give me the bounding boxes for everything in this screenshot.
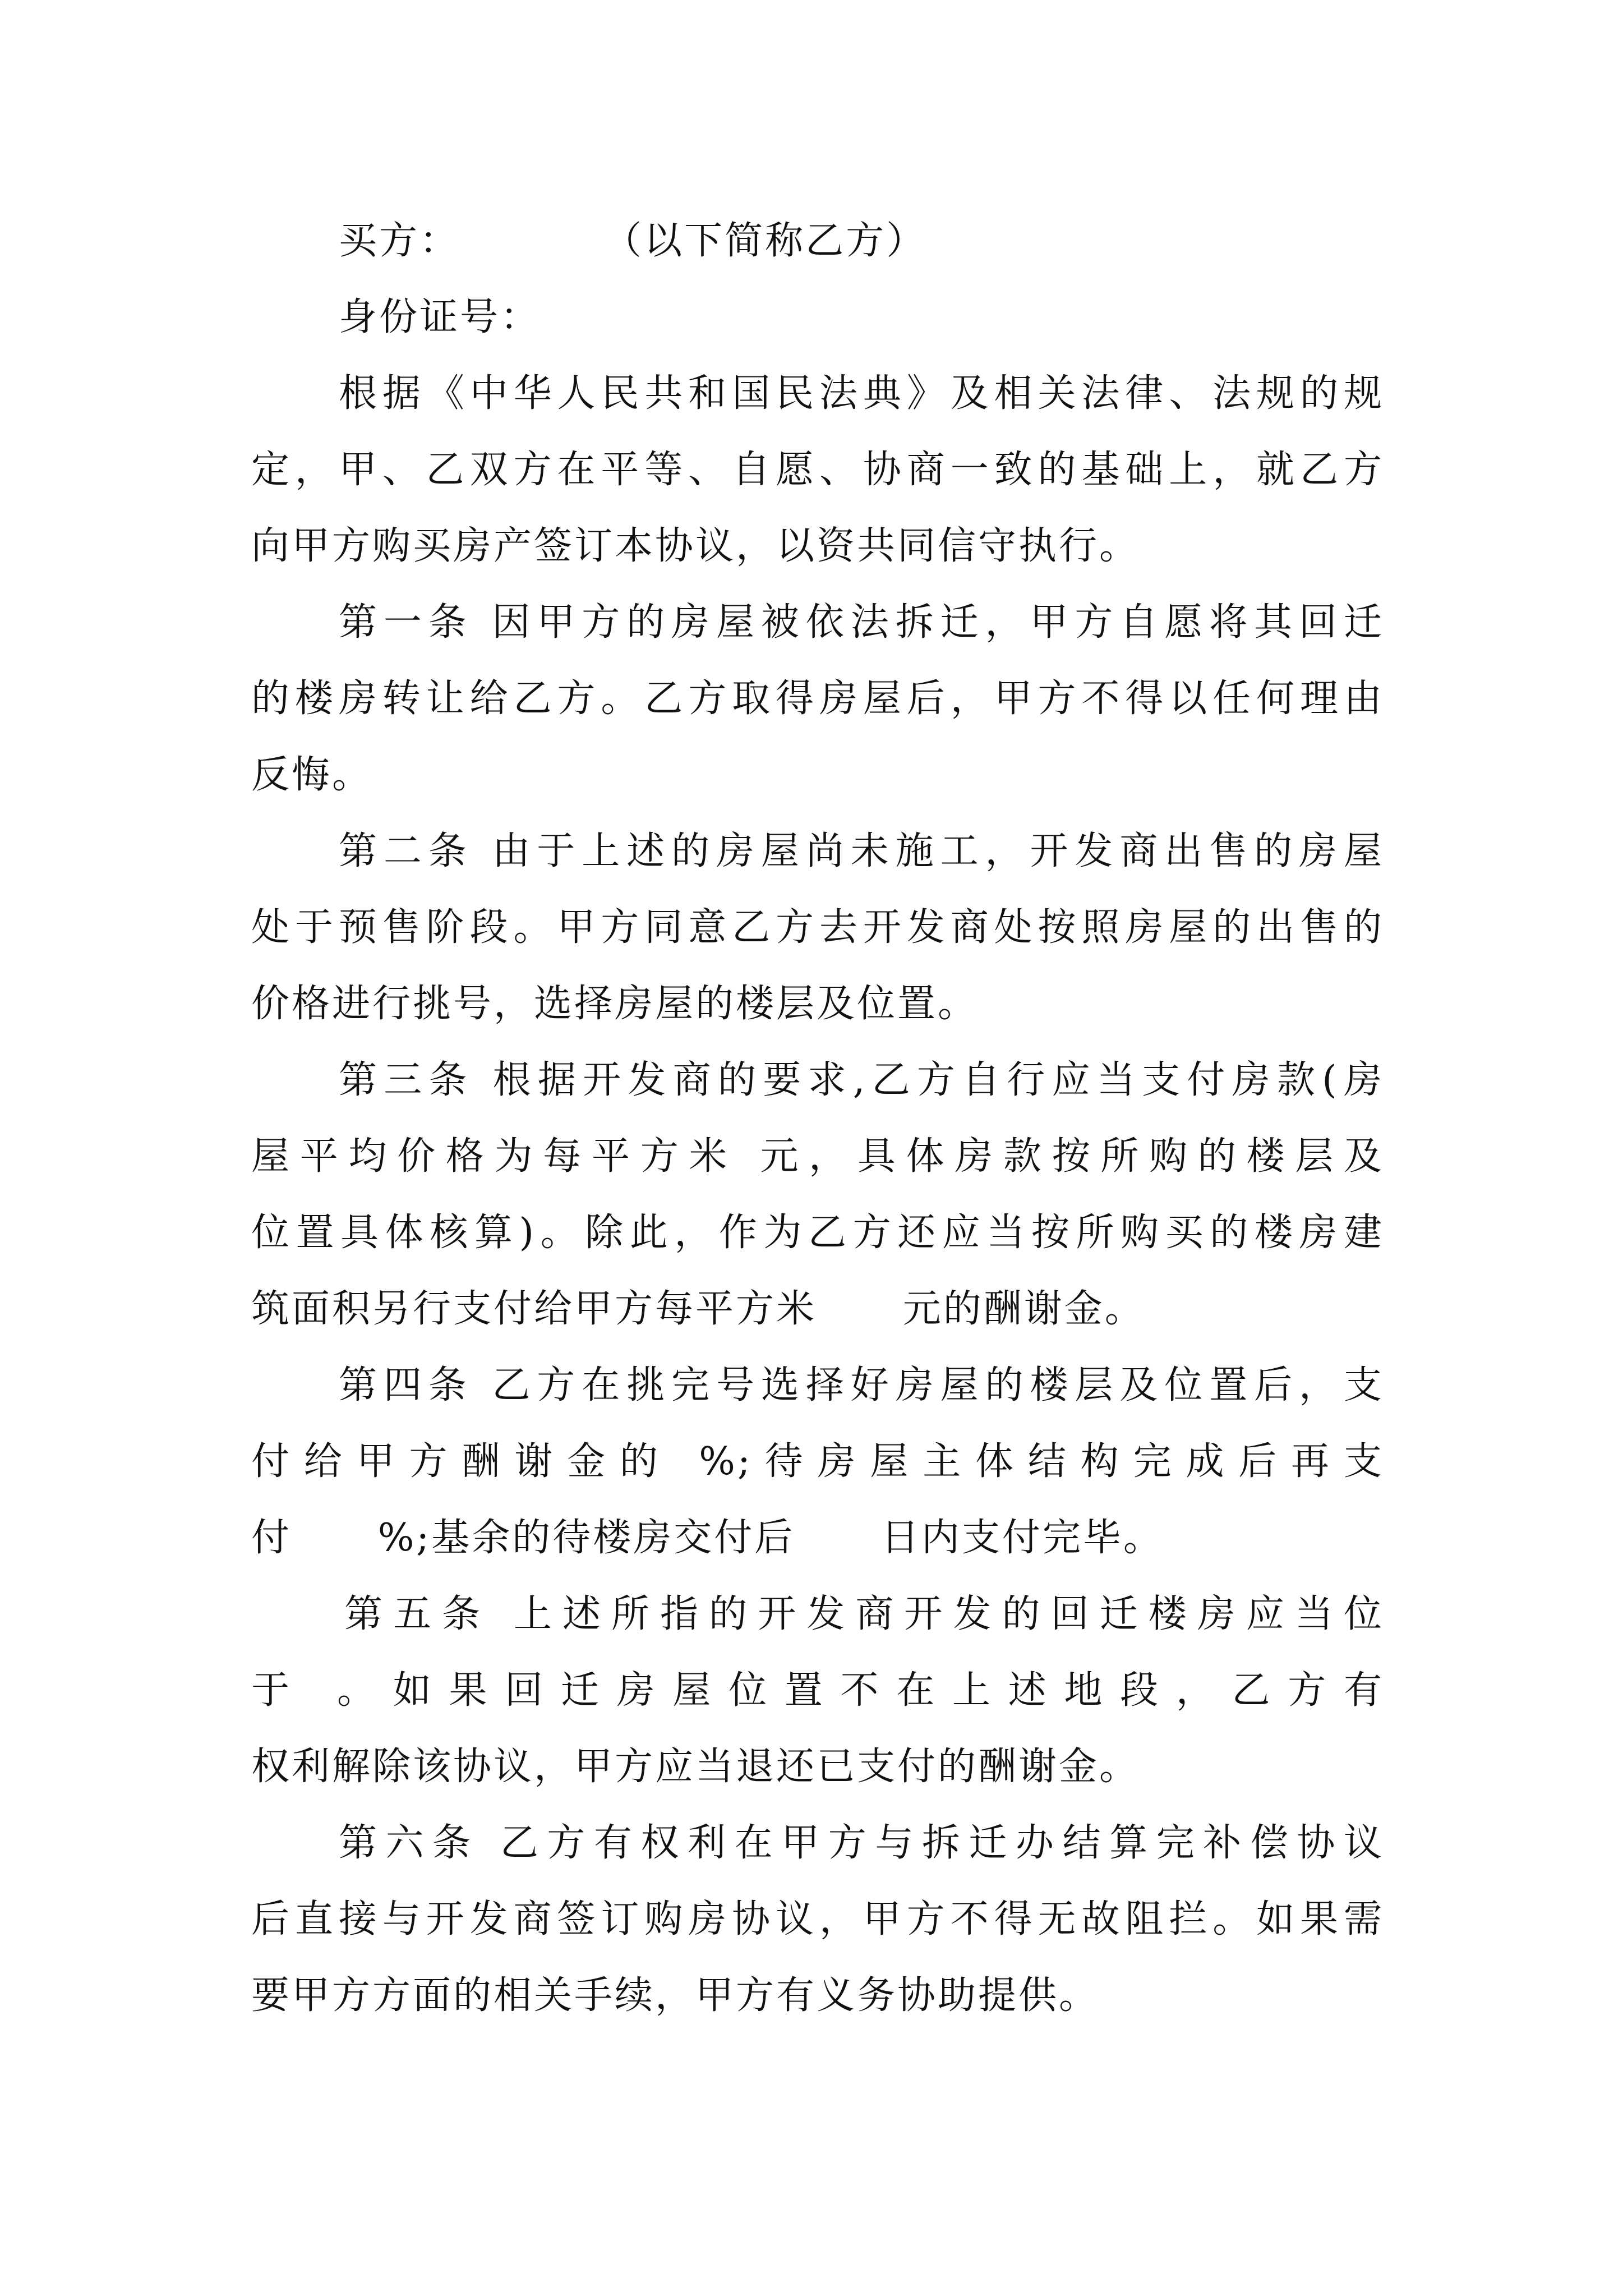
article-5-line-1: 第五条 上述所指的开发商开发的回迁楼房应当位: [344, 1592, 1384, 1636]
article-6-line-2: 后直接与开发商签订购房协议，甲方不得无故阻拦。如果需: [251, 1897, 1384, 1941]
article-2-line-3: 价格进行挑号，选择房屋的楼层及位置。: [251, 982, 979, 1026]
article-2-line-1: 第二条 由于上述的房屋尚未施工，开发商出售的房屋: [339, 829, 1384, 873]
article-4-line-1: 第四条 乙方在挑完号选择好房屋的楼层及位置后，支: [339, 1363, 1384, 1407]
preamble-line-1: 根据《中华人民共和国民法典》及相关法律、法规的规: [339, 371, 1384, 416]
article-4-line-3: 付 %;基余的待楼房交付后 日内支付完毕。: [251, 1516, 1164, 1560]
article-2-line-2: 处于预售阶段。甲方同意乙方去开发商处按照房屋的出售的: [251, 905, 1384, 950]
id-number-line: 身份证号：: [339, 295, 541, 339]
preamble-line-3: 向甲方购买房产签订本协议，以资共同信守执行。: [251, 524, 1140, 568]
article-6-line-3: 要甲方方面的相关手续，甲方有义务协助提供。: [251, 1973, 1100, 2018]
article-3-line-2: 屋平均价格为每平方米 元，具体房款按所购的楼层及: [251, 1134, 1384, 1179]
article-5-line-2: 于 。如果回迁房屋位置不在上述地段，乙方有: [251, 1668, 1384, 1713]
article-1-line-1: 第一条 因甲方的房屋被依法拆迁，甲方自愿将其回迁: [339, 600, 1384, 645]
preamble-line-2: 定，甲、乙双方在平等、自愿、协商一致的基础上，就乙方: [251, 448, 1384, 492]
article-3-line-3: 位置具体核算)。除此，作为乙方还应当按所购买的楼房建: [251, 1211, 1384, 1255]
article-1-line-2: 的楼房转让给乙方。乙方取得房屋后，甲方不得以任何理由: [251, 677, 1384, 721]
article-3-line-4: 筑面积另行支付给甲方每平方米 元的酬谢金。: [251, 1287, 1145, 1331]
article-6-line-1: 第六条 乙方有权利在甲方与拆迁办结算完补偿协议: [339, 1821, 1384, 1865]
article-5-line-3: 权利解除该协议，甲方应当退还已支付的酬谢金。: [251, 1745, 1140, 1789]
article-3-line-1: 第三条 根据开发商的要求,乙方自行应当支付房款(房: [339, 1058, 1384, 1102]
buyer-line: 买方： （以下简称乙方）: [339, 219, 927, 263]
article-4-line-2: 付给甲方酬谢金的 %;待房屋主体结构完成后再支: [251, 1439, 1384, 1484]
article-1-line-3: 反悔。: [251, 753, 373, 797]
